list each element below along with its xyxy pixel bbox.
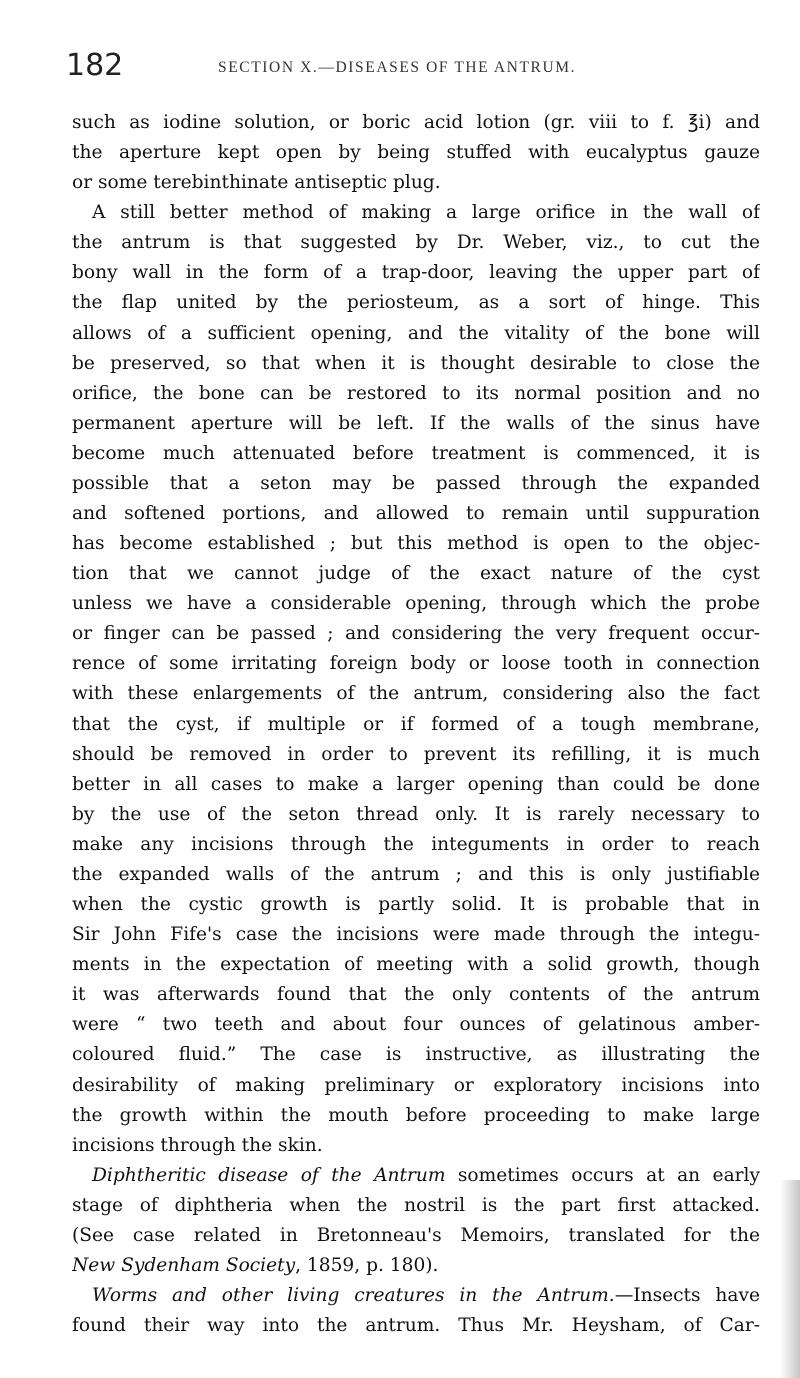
text-line: unless we have a considerable opening, through which the probe xyxy=(72,593,760,615)
page-number: 182 xyxy=(66,48,124,83)
text-line: A still better method of making a large orifice in the wall of xyxy=(92,202,760,224)
text-line: has become established ; but this method is open to the objec- xyxy=(72,533,760,555)
text-line: be preserved, so that when it is thought desirable to close the xyxy=(72,352,760,374)
text-line: incisions through the skin. xyxy=(72,1134,323,1156)
text-line: or finger can be passed ; and considering the very frequent occur- xyxy=(72,623,760,645)
text-line: possible that a seton may be passed through the expanded xyxy=(72,472,760,494)
worms-paragraph-line xyxy=(72,1281,760,1311)
text-line: Sir John Fife's case the incisions were made through the integu- xyxy=(72,924,760,946)
text-line: coloured fluid.” The case is instructive, as illustrating the xyxy=(72,1044,760,1066)
text-line: and softened portions, and allowed to remain until suppuration xyxy=(72,503,760,525)
text-line: such as iodine solution, or boric acid lotion (gr. viii to f. ℥i) and xyxy=(72,112,760,133)
page-edge-shadow xyxy=(780,1180,800,1378)
society-name: New Sydenham Society xyxy=(72,1254,296,1276)
text-line: should be removed in order to prevent its refilling, it is much xyxy=(72,743,760,765)
text-line: the aperture kept open by being stuffed with eucalyptus gauze xyxy=(72,142,760,164)
diphtheritic-text: sometimes occurs at an early xyxy=(445,1164,760,1186)
text-line: when the cystic growth is partly solid. It is probable that in xyxy=(72,894,760,916)
diphtheritic-heading: Diphtheritic disease of the Antrum xyxy=(92,1164,446,1186)
text-line: permanent aperture will be left. If the walls of the sinus have xyxy=(72,412,760,434)
text-line: found their way into the antrum. Thus Mr. Heysham, of Car- xyxy=(72,1315,760,1337)
body-text xyxy=(72,108,760,1341)
text-line: become much attenuated before treatment is commenced, it is xyxy=(72,442,760,464)
text-line: make any incisions through the integuments in order to reach xyxy=(72,833,760,855)
citation-text: , 1859, p. 180). xyxy=(295,1254,439,1276)
text-line: the antrum is that suggested by Dr. Weber, viz., to cut the xyxy=(72,232,760,254)
text-line: (See case related in Bretonneau's Memoirs, translated for the xyxy=(72,1224,760,1246)
text-line: allows of a sufficient opening, and the vitality of the bone will xyxy=(72,322,760,344)
text-line: it was afterwards found that the only contents of the antrum xyxy=(72,984,760,1006)
page-header xyxy=(66,48,766,88)
running-head: SECTION X.—DISEASES OF THE ANTRUM. xyxy=(218,59,577,76)
text-line: desirability of making preliminary or exploratory incisions into xyxy=(72,1074,760,1096)
citation-line xyxy=(72,1251,760,1281)
text-line: the growth within the mouth before proceeding to make large xyxy=(72,1104,760,1126)
text-line: stage of diphtheria when the nostril is the part first attacked. xyxy=(72,1194,760,1216)
text-line: the expanded walls of the antrum ; and this is only justifiable xyxy=(72,863,760,885)
text-line: better in all cases to make a larger opening than could be done xyxy=(72,773,760,795)
text-line: ments in the expectation of meeting with a solid growth, though xyxy=(72,954,760,976)
worms-heading: Worms and other living creatures in the Antrum. xyxy=(92,1285,615,1307)
text-line: with these enlargements of the antrum, considering also the fact xyxy=(72,683,760,705)
text-line: by the use of the seton thread only. It is rarely necessary to xyxy=(72,803,760,825)
text-line: orifice, the bone can be restored to its normal position and no xyxy=(72,382,760,404)
text-line: that the cyst, if multiple or if formed of a tough membrane, xyxy=(72,713,760,735)
text-line: rence of some irritating foreign body or loose tooth in connection xyxy=(72,653,760,675)
diphtheritic-paragraph-line xyxy=(72,1161,760,1191)
text-line: tion that we cannot judge of the exact nature of the cyst xyxy=(72,563,760,585)
text-line: or some terebinthinate antiseptic plug. xyxy=(72,172,441,194)
text-line: were “ two teeth and about four ounces of gelatinous amber- xyxy=(72,1014,760,1036)
worms-text: —Insects have xyxy=(614,1285,760,1307)
text-line: the flap united by the periosteum, as a sort of hinge. This xyxy=(72,292,760,314)
text-line: bony wall in the form of a trap-door, leaving the upper part of xyxy=(72,262,760,284)
